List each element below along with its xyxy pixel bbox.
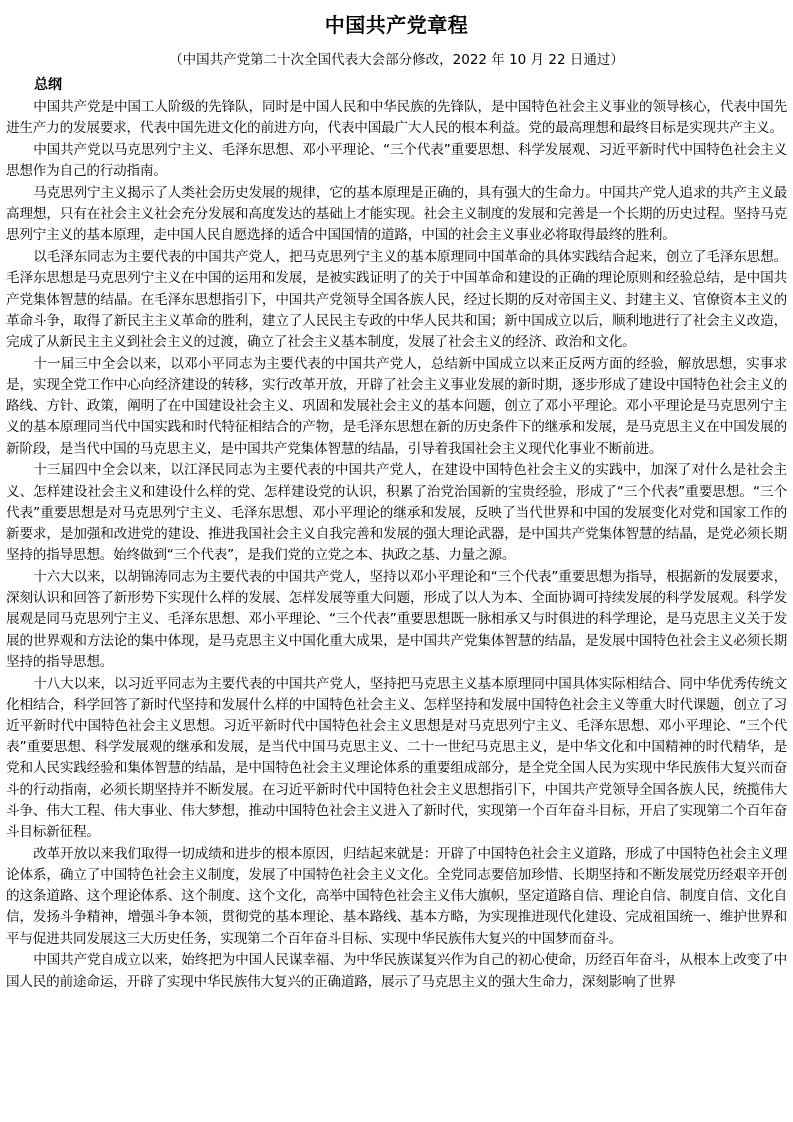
paragraph: 马克思列宁主义揭示了人类社会历史发展的规律，它的基本原理是正确的，具有强大的生命力。中国共产党人追求的共产主义最高理想，只有在社会主义社会充分发展和高度发达的基础上才能实现。社会主义制度的发展和完善是一个长期的历史过程。坚持马克思列宁主义的基本原理，走中国人民自愿选择的适合中国国情的道路，中国的社会主义事业必将取得最终的胜利。 <box>6 185 787 244</box>
section-heading: 总纲 <box>34 77 62 93</box>
document-title: 中国共产党章程 <box>324 13 469 37</box>
document-subtitle: （中国共产党第二十次全国代表大会部分修改，2022 年 10 月 22 日通过） <box>169 52 624 68</box>
paragraph: 改革开放以来我们取得一切成绩和进步的根本原因，归结起来就是：开辟了中国特色社会主义道路，形成了中国特色社会主义理论体系，确立了中国特色社会主义制度，发展了中国特色社会主义文化。全党同志要倍加珍惜、长期坚持和不断发展党历经艰辛开创的这条道路、这个理论体系、这个制度、这个文化，高举中国特色社会主义伟大旗帜，坚定道路自信、理论自信、制度自信、文化自信，发扬斗争精神，增强斗争本领，贯彻党的基本理论、基本路线、基本方略，为实现推进现代化建设、完成祖国统一、维护世界和平与促进共同发展这三大历史任务，实现第二个百年奋斗目标、实现中华民族伟大复兴的中国梦而奋斗。 <box>6 845 787 947</box>
paragraph: 十八大以来，以习近平同志为主要代表的中国共产党人，坚持把马克思主义基本原理同中国具体实际相结合、同中华优秀传统文化相结合，科学回答了新时代坚持和发展什么样的中国特色社会主义、怎样坚持和发展中国特色社会主义等重大时代课题，创立了习近平新时代中国特色社会主义思想。习近平新时代中国特色社会主义思想是对马克思列宁主义、毛泽东思想、邓小平理论、“三个代表”重要思想、科学发展观的继承和发展，是当代中国马克思主义、二十一世纪马克思主义，是中华文化和中国精神的时代精华，是党和人民实践经验和集体智慧的结晶，是中国特色社会主义理论体系的重要组成部分，是全党全国人民为实现中华民族伟大复兴而奋斗的行动指南，必须长期坚持并不断发展。在习近平新时代中国特色社会主义思想指引下，中国共产党领导全国各族人民，统揽伟大斗争、伟大工程、伟大事业、伟大梦想，推动中国特色社会主义进入了新时代，实现第一个百年奋斗目标，开启了实现第二个百年奋斗目标新征程。 <box>6 675 787 841</box>
paragraph: 十六大以来，以胡锦涛同志为主要代表的中国共产党人，坚持以邓小平理论和“三个代表”重要思想为指导，根据新的发展要求，深刻认识和回答了新形势下实现什么样的发展、怎样发展等重大问题，形成了以人为本、全面协调可持续发展的科学发展观。科学发展观是同马克思列宁主义、毛泽东思想、邓小平理论、“三个代表”重要思想既一脉相承又与时俱进的科学理论，是马克思主义关于发展的世界观和方法论的集中体现，是马克思主义中国化重大成果，是中国共产党集体智慧的结晶，是发展中国特色社会主义必须长期坚持的指导思想。 <box>6 569 787 670</box>
paragraph: 中国共产党自成立以来，始终把为中国人民谋幸福、为中华民族谋复兴作为自己的初心使命，历经百年奋斗，从根本上改变了中国人民的前途命运，开辟了实现中华民族伟大复兴的正确道路，展示了马克思主义的强大生命力，深刻影响了世界 <box>6 952 787 990</box>
paragraph: 十三届四中全会以来，以江泽民同志为主要代表的中国共产党人，在建设中国特色社会主义的实践中，加深了对什么是社会主义、怎样建设社会主义和建设什么样的党、怎样建设党的认识，积累了治党治国新的宝贵经验，形成了“三个代表”重要思想。“三个代表”重要思想是对马克思列宁主义、毛泽东思想、邓小平理论的继承和发展，反映了当代世界和中国的发展变化对党和国家工作的新要求，是加强和改进党的建设、推进我国社会主义自我完善和发展的强大理论武器，是中国共产党集体智慧的结晶，是党必须长期坚持的指导思想。始终做到“三个代表”，是我们党的立党之本、执政之基、力量之源。 <box>6 462 787 564</box>
paragraph: 中国共产党是中国工人阶级的先锋队，同时是中国人民和中华民族的先锋队，是中国特色社会主义事业的领导核心，代表中国先进生产力的发展要求，代表中国先进文化的前进方向，代表中国最广大人民的根本利益。党的最高理想和最终目标是实现共产主义。 <box>6 99 787 137</box>
document-body <box>6 97 787 993</box>
paragraph: 中国共产党以马克思列宁主义、毛泽东思想、邓小平理论、“三个代表”重要思想、科学发展观、习近平新时代中国特色社会主义思想作为自己的行动指南。 <box>6 142 787 180</box>
paragraph: 以毛泽东同志为主要代表的中国共产党人，把马克思列宁主义的基本原理同中国革命的具体实践结合起来，创立了毛泽东思想。毛泽东思想是马克思列宁主义在中国的运用和发展，是被实践证明了的关于中国革命和建设的正确的理论原则和经验总结，是中国共产党集体智慧的结晶。在毛泽东思想指引下，中国共产党领导全国各族人民，经过长期的反对帝国主义、封建主义、官僚资本主义的革命斗争，取得了新民主主义革命的胜利，建立了人民民主专政的中华人民共和国；新中国成立以后，顺利地进行了社会主义改造，完成了从新民主主义到社会主义的过渡，确立了社会主义基本制度，发展了社会主义的经济、政治和文化。 <box>6 249 787 351</box>
paragraph: 十一届三中全会以来，以邓小平同志为主要代表的中国共产党人，总结新中国成立以来正反两方面的经验，解放思想，实事求是，实现全党工作中心向经济建设的转移，实行改革开放，开辟了社会主义事业发展的新时期，逐步形成了建设中国特色社会主义的路线、方针、政策，阐明了在中国建设社会主义、巩固和发展社会主义的基本问题，创立了邓小平理论。邓小平理论是马克思列宁主义的基本原理同当代中国实践和时代特征相结合的产物，是毛泽东思想在新的历史条件下的继承和发展，是马克思主义在中国发展的新阶段，是当代中国的马克思主义，是中国共产党集体智慧的结晶，引导着我国社会主义现代化事业不断前进。 <box>6 355 787 457</box>
